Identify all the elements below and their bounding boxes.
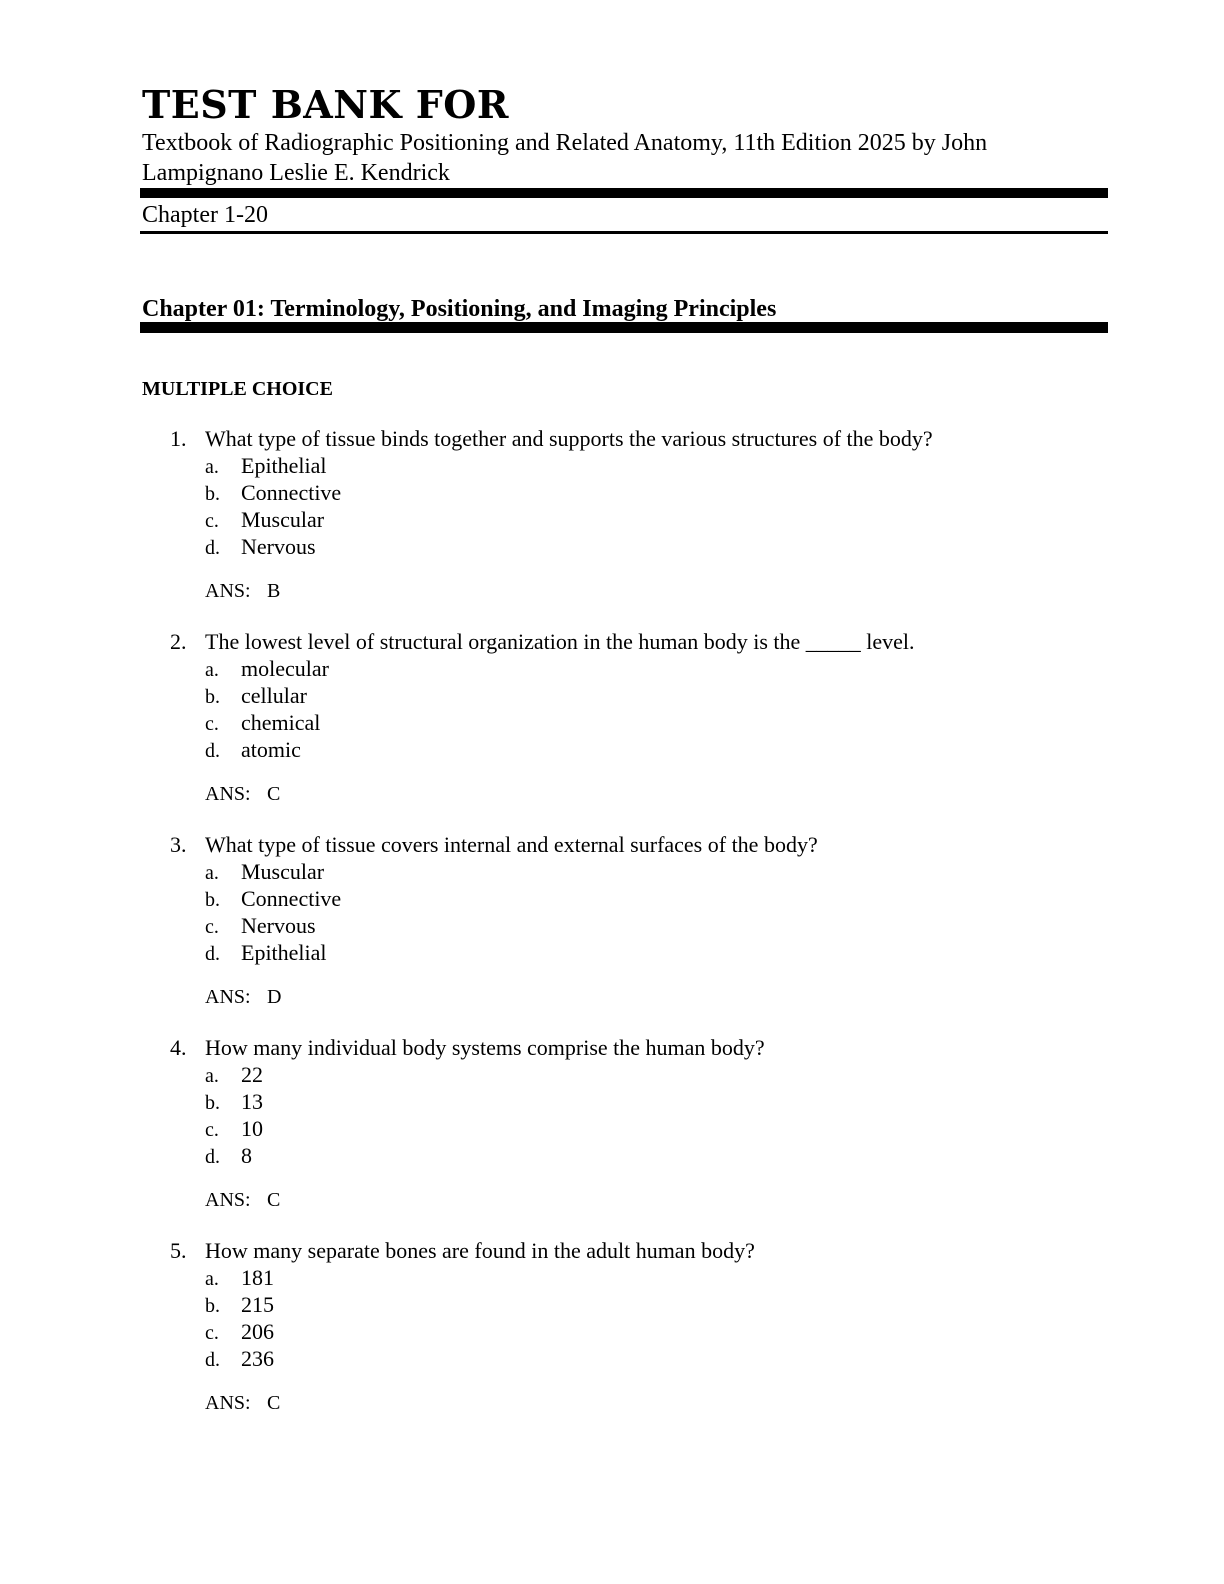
- option-list: [205, 1061, 263, 1169]
- chapter-range: Chapter 1-20: [142, 202, 268, 228]
- option-text: cellular: [241, 683, 307, 708]
- option-letter: a.: [205, 659, 219, 681]
- question-text: How many separate bones are found in the adult human body?: [205, 1238, 755, 1263]
- option-text: 206: [241, 1319, 274, 1344]
- chapter-divider: [140, 322, 1108, 333]
- option-text: molecular: [241, 656, 329, 681]
- answer-option: [205, 1318, 274, 1345]
- option-letter: b.: [205, 686, 220, 708]
- option-letter: c.: [205, 1322, 219, 1344]
- question-item: [142, 1236, 1110, 1439]
- option-letter: a.: [205, 1065, 219, 1087]
- option-text: Connective: [241, 480, 342, 505]
- question-item: [142, 1033, 1110, 1236]
- option-list: [205, 1264, 274, 1372]
- answer-option: [205, 736, 329, 763]
- question-number: 4.: [170, 1035, 187, 1060]
- option-letter: b.: [205, 889, 220, 911]
- answer-option: [205, 885, 341, 912]
- option-text: chemical: [241, 710, 321, 735]
- question-text: What type of tissue binds together and supports the various structures of the body?: [205, 426, 933, 451]
- answer-label: ANS:: [205, 783, 251, 805]
- answer-option: [205, 682, 329, 709]
- book-subtitle: Textbook of Radiographic Positioning and Related Anatomy, 11th Edition 2025 by John Lampignano Leslie E. Kendrick: [142, 130, 988, 186]
- question-item: [142, 424, 1110, 627]
- answer-label: ANS:: [205, 1189, 251, 1211]
- answer-value: C: [267, 1189, 281, 1211]
- answer-option: [205, 1088, 263, 1115]
- option-letter: b.: [205, 483, 220, 505]
- question-item: [142, 627, 1110, 830]
- answer-key: [205, 779, 280, 809]
- question-text: How many individual body systems comprise the human body?: [205, 1035, 765, 1060]
- answer-option: [205, 858, 341, 885]
- option-text: Connective: [241, 886, 342, 911]
- option-letter: d.: [205, 1146, 220, 1168]
- option-letter: b.: [205, 1295, 220, 1317]
- option-text: 10: [241, 1116, 263, 1141]
- answer-key: [205, 1388, 280, 1418]
- answer-option: [205, 1142, 263, 1169]
- option-letter: c.: [205, 916, 219, 938]
- option-letter: d.: [205, 537, 220, 559]
- question-number: 1.: [170, 426, 187, 451]
- option-letter: d.: [205, 740, 220, 762]
- option-letter: a.: [205, 456, 219, 478]
- option-text: atomic: [241, 737, 301, 762]
- chapter-heading: Chapter 01: Terminology, Positioning, and Imaging Principles: [142, 296, 777, 322]
- option-text: Nervous: [241, 913, 316, 938]
- option-letter: c.: [205, 510, 219, 532]
- answer-value: D: [267, 986, 282, 1008]
- option-text: 13: [241, 1089, 263, 1114]
- answer-label: ANS:: [205, 580, 251, 602]
- section-label: MULTIPLE CHOICE: [142, 378, 333, 400]
- header-divider-thick: [140, 188, 1108, 198]
- answer-option: [205, 939, 341, 966]
- question-item: [142, 830, 1110, 1033]
- answer-key: [205, 1185, 280, 1215]
- answer-value: C: [267, 1392, 281, 1414]
- answer-option: [205, 709, 329, 736]
- answer-key: [205, 982, 281, 1012]
- page-title: TEST BANK FOR: [142, 82, 509, 127]
- option-text: 215: [241, 1292, 274, 1317]
- answer-option: [205, 655, 329, 682]
- question-text: What type of tissue covers internal and external surfaces of the body?: [205, 832, 818, 857]
- option-letter: c.: [205, 713, 219, 735]
- option-text: 8: [241, 1143, 252, 1168]
- option-text: Muscular: [241, 507, 325, 532]
- answer-option: [205, 533, 341, 560]
- option-text: Epithelial: [241, 453, 327, 478]
- option-letter: c.: [205, 1119, 219, 1141]
- option-letter: a.: [205, 1268, 219, 1290]
- header-divider-thin: [140, 231, 1108, 234]
- option-list: [205, 655, 329, 763]
- answer-option: [205, 1345, 274, 1372]
- answer-option: [205, 912, 341, 939]
- option-letter: d.: [205, 1349, 220, 1371]
- answer-option: [205, 1061, 263, 1088]
- option-list: [205, 858, 341, 966]
- option-letter: b.: [205, 1092, 220, 1114]
- option-letter: a.: [205, 862, 219, 884]
- option-list: [205, 452, 341, 560]
- answer-option: [205, 452, 341, 479]
- answer-value: B: [267, 580, 281, 602]
- question-text: The lowest level of structural organization in the human body is the _____ level.: [205, 629, 915, 654]
- answer-option: [205, 479, 341, 506]
- answer-label: ANS:: [205, 1392, 251, 1414]
- question-list: [142, 424, 1110, 1439]
- answer-option: [205, 1115, 263, 1142]
- option-text: 181: [241, 1265, 274, 1290]
- option-letter: d.: [205, 943, 220, 965]
- question-number: 2.: [170, 629, 187, 654]
- answer-key: [205, 576, 280, 606]
- answer-value: C: [267, 783, 281, 805]
- option-text: 236: [241, 1346, 274, 1371]
- document-page: [142, 0, 1110, 1584]
- option-text: Muscular: [241, 859, 325, 884]
- option-text: Nervous: [241, 534, 316, 559]
- answer-label: ANS:: [205, 986, 251, 1008]
- question-number: 3.: [170, 832, 187, 857]
- option-text: 22: [241, 1062, 263, 1087]
- answer-option: [205, 506, 341, 533]
- answer-option: [205, 1291, 274, 1318]
- question-number: 5.: [170, 1238, 187, 1263]
- option-text: Epithelial: [241, 940, 327, 965]
- answer-option: [205, 1264, 274, 1291]
